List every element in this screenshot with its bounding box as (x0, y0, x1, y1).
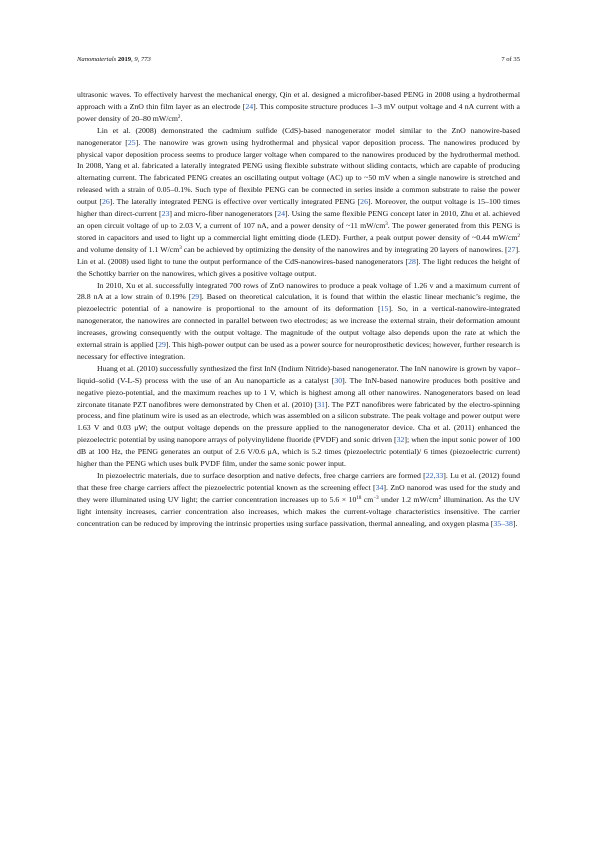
text-run: ]; when the input sonic power of 100 dB at 100 Hz, the PENG generates an output of 2.6 V/0.6 μA, which is 5.2 times (piezoelectric potential)/ 6 times (piezoelectric current) higher than the PENG which uses bulk PVDF film, under the same sonic power input. (77, 435, 521, 469)
text-run: ]. This composite structure produces 1–3 mV output voltage and 4 nA current with a power density of 20–80 mW/cm (77, 101, 520, 123)
citation-link[interactable]: 23 (161, 209, 170, 219)
superscript: 3 (385, 221, 388, 227)
citation-link[interactable]: 29 (158, 340, 166, 350)
text-run: under 1.2 mW/cm (378, 494, 439, 504)
text-run: ]. Moreover, the output voltage is 15–100 times higher than direct-current [ (77, 197, 520, 219)
paragraph (77, 125, 520, 280)
superscript: 3 (179, 245, 182, 251)
text-run: ]. Lin et al. (2008) used light to tune the output performance of the CdS-nanowires-based nanogenerators [ (77, 244, 520, 266)
text-run: cm (361, 494, 374, 504)
page-number: 7 of 35 (501, 56, 520, 63)
text-run: ]. ZnO nanorod was used for the study and they were illuminated using UV light; the carrier concentration increases up to 5.6 × 10 (77, 482, 520, 504)
journal-year: 2019 (117, 56, 132, 63)
text-run: ]. (512, 518, 518, 528)
citation-link[interactable]: 32 (396, 435, 405, 445)
paragraph (77, 89, 520, 125)
paragraph (77, 363, 520, 470)
paragraph (77, 470, 520, 530)
citation-link[interactable]: 34 (375, 482, 384, 492)
superscript: 2 (438, 495, 442, 501)
running-header (77, 56, 151, 63)
superscript: −3 (373, 495, 379, 501)
citation-link[interactable]: 24 (277, 209, 286, 219)
paragraph (77, 280, 520, 363)
text-run: Lin et al. (2008) demonstrated the cadmium sulfide (CdS)-based nanogenerator model similar to the ZnO nanowire-based nanogenerator [ (77, 125, 520, 147)
text-run: ]. The nanowire was grown using hydrothermal and physical vapor deposition process. The nanowires produced by physical vapor deposition process seems to produce larger voltage when compared to the nanowires produced by the hydrothermal method. In 2008, Yang et al. fabricated a laterally integrated PENG using flexible substrate without sliding contacts, which are capable of producing alternating current. The fabricated PENG creates an oscillating output voltage (AC) up to ~50 mV when a single nanowire is stretched and released with a strain of 0.05–0.1%. Such type of flexible PENG can be connected in series inside a common substrate to raise the power output [ (77, 137, 520, 207)
superscript: 2 (177, 114, 181, 120)
text-run: ]. The light reduces the height of the Schottky barrier on the nanowires, which gives a positive voltage output. (77, 256, 520, 278)
text-run: ]. This high-power output can be used as a power source for neuroprosthetic devices; however, further research is necessary for effective integration. (77, 340, 520, 361)
text-run: ]. The InN-based nanowire produces both positive and negative piezo-potential, and the maximum reaches up to 1 V, which is highest among all other nanowires. Nanogenerators based on lead zirconate titanate PZT nanofibres were demonstrated by Chen et al. (2010) [ (77, 375, 521, 409)
citation-link[interactable]: 31 (317, 399, 326, 409)
text-run: In piezoelectric materials, due to surface desorption and native defects, free charge carriers are formed [ (97, 471, 426, 480)
citation-link[interactable]: 28 (408, 256, 416, 266)
citation-link[interactable]: 22,33 (425, 471, 444, 480)
text-run: and volume density of 1.1 W/cm (77, 244, 180, 254)
text-run: In 2010, Xu et al. successfully integrated 700 rows of ZnO nanowires to produce a peak voltage of 1.26 v and a maximum current of 28.8 nA at a low strain of 0.19% [ (77, 280, 520, 302)
citation-link[interactable]: 35–38 (493, 518, 513, 528)
text-run: . (180, 113, 183, 123)
citation-link[interactable]: 15 (380, 304, 389, 314)
citation-link[interactable]: 25 (127, 137, 136, 147)
text-run: ]. Lu et al. (2012) found that these free charge carriers affect the piezoelectric potential known as the screening effect [ (77, 471, 520, 492)
text-run: ]. Based on theoretical calculation, it is found that within the elastic linear mechanic’s regime, the piezoelectric potential of a nanowire is proportional to the amount of its deformation [ (77, 292, 520, 314)
citation-link[interactable]: 26 (101, 197, 110, 207)
journal-name: Nanomaterials (77, 56, 117, 63)
text-run: illumination. As the UV light intensity increases, carrier concentration also increases, which makes the current-voltage characteristics insensitive. The carrier concentration can be reduced by improving the intrinsic properties using surface passivation, thermal annealing, and oxygen plasma [ (77, 494, 520, 528)
superscript: 2 (517, 233, 520, 239)
text-run: can be achieved by optimizing the density of the nanowires and by integrating 20 layers of nanowires. [ (181, 244, 508, 254)
article-body (77, 89, 520, 530)
text-run: Huang et al. (2010) successfully synthesized the first InN (Indium Nitride)-based nanogenerator. The InN nanowire is grown by vapor–liquid–solid (V-L-S) process with the use of an Au nanoparticle as a catalyst [ (77, 363, 520, 385)
superscript: 18 (356, 495, 362, 501)
text-run: ]. So, in a vertical-nanowire-integrated nanogenerator, the nanowires are connected in parallel between two electrodes; as we increase the external strain, their deformation amount increases, growing consequently with the output voltage. The magnitude of the output voltage also depends upon the rate at which the external strain is applied [ (77, 304, 520, 350)
citation-link[interactable]: 26 (360, 197, 368, 207)
citation-link[interactable]: 30 (334, 375, 343, 385)
text-run: ]. The laterally integrated PENG is effective over vertically integrated PENG [ (109, 197, 361, 207)
journal-volume-page: , 9, 773 (131, 56, 151, 63)
citation-link[interactable]: 29 (191, 292, 200, 302)
citation-link[interactable]: 24 (245, 101, 254, 111)
text-run: ]. The PZT nanofibres were fabricated by the electro-spinning process, and fine platinum wire is used as an electrode, which was assembled on a silicon substrate. The peak voltage and power output were 1.63 V and 0.03 μW; the output voltage depends on the pressure applied to the nanogenerator device. Cha et al. (2011) enhanced the piezoelectric potential by using nanopore arrays of polyvinylidene fluoride (PVDF) and sonic driven [ (77, 399, 520, 445)
text-run: ]. Using the same flexible PENG concept later in 2010, Zhu et al. achieved an open circuit voltage of up to 2.03 V, a current of 107 nA, and a power density of ~11 mW/cm (77, 209, 520, 230)
text-run: ultrasonic waves. To effectively harvest the mechanical energy, Qin et al. designed a microfiber-based PENG in 2008 using a hydrothermal approach with a ZnO thin film layer as an electrode [ (77, 90, 520, 111)
citation-link[interactable]: 27 (507, 244, 516, 254)
text-run: . The power generated from this PENG is stored in capacitors and used to light up a commercial light emitting diode (LED). Further, a peak output power density of ~0.44 mW/cm (77, 220, 520, 242)
text-run: ] and micro-fiber nanogenerators [ (169, 209, 278, 219)
